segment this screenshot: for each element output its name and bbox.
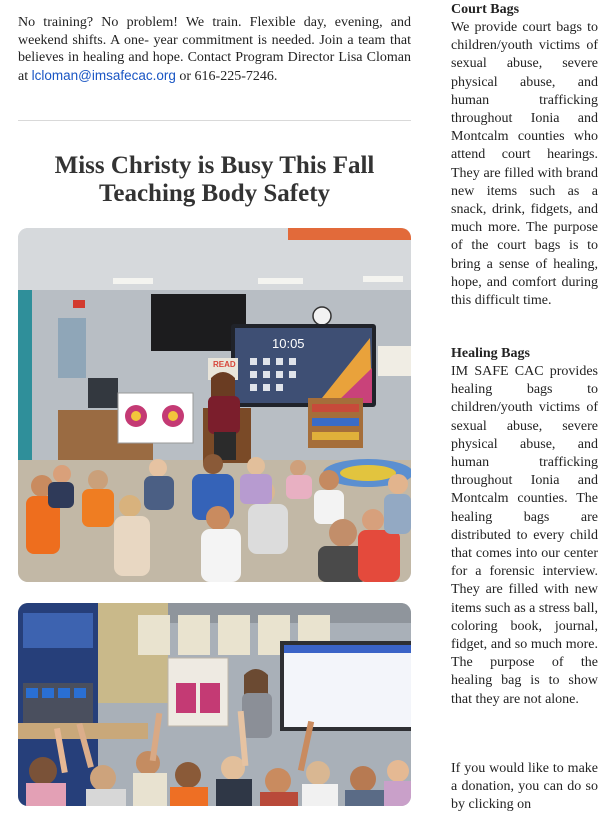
volunteer-intro	[18, 14, 411, 85]
court-bags-title: Court Bags	[451, 2, 520, 17]
article-headline: Miss Christy is Busy This Fall Teaching Body Safety	[54, 152, 375, 207]
divider	[18, 120, 411, 121]
court-bags-body: We provide court bags to children/youth victims of sexual abuse, severe physical abuse, and human trafficking throughout Ionia and Montcalm counties who attend court hearings. They are filled with brand new items such as a snack, drink, fidgets, and much more. The purpose of the court bags is to bring a sense of healing, hope, and comfort during this difficult time.	[451, 20, 598, 309]
healing-bags-body: IM SAFE CAC provides healing bags to children/youth victims of sexual abuse, severe physical abuse, and human trafficking throughout Ionia and Montcalm counties. The healing bags are distributed to every child that comes into our center for a forensic interview. They are filled with new items such as a stress ball, coloring book, journal, fidget, and so much more. The purpose of the healing bag is to show that they are not alone.	[451, 364, 598, 707]
donation-section	[451, 760, 598, 815]
classroom-photo-2	[18, 603, 411, 806]
donation-body: If you would like to make a donation, you can do so by clicking on	[451, 761, 598, 813]
read-banner: READ	[213, 360, 236, 369]
board-time: 10:05	[272, 336, 305, 351]
intro-phone: or 616-225-7246.	[175, 68, 278, 84]
intro-text: No training? No problem! We train. Flexible day, evening, and weekend shifts. A one- year commitment is needed. Join a team that believes in healing and hope. Contact Program Director Lisa Cloman at	[18, 15, 411, 84]
court-bags-section	[451, 1, 598, 310]
healing-bags-title: Healing Bags	[451, 346, 530, 361]
email-link[interactable]: lcloman@imsafecac.org	[31, 67, 176, 83]
healing-bags-section	[451, 345, 598, 709]
classroom-photo-1	[18, 228, 411, 582]
